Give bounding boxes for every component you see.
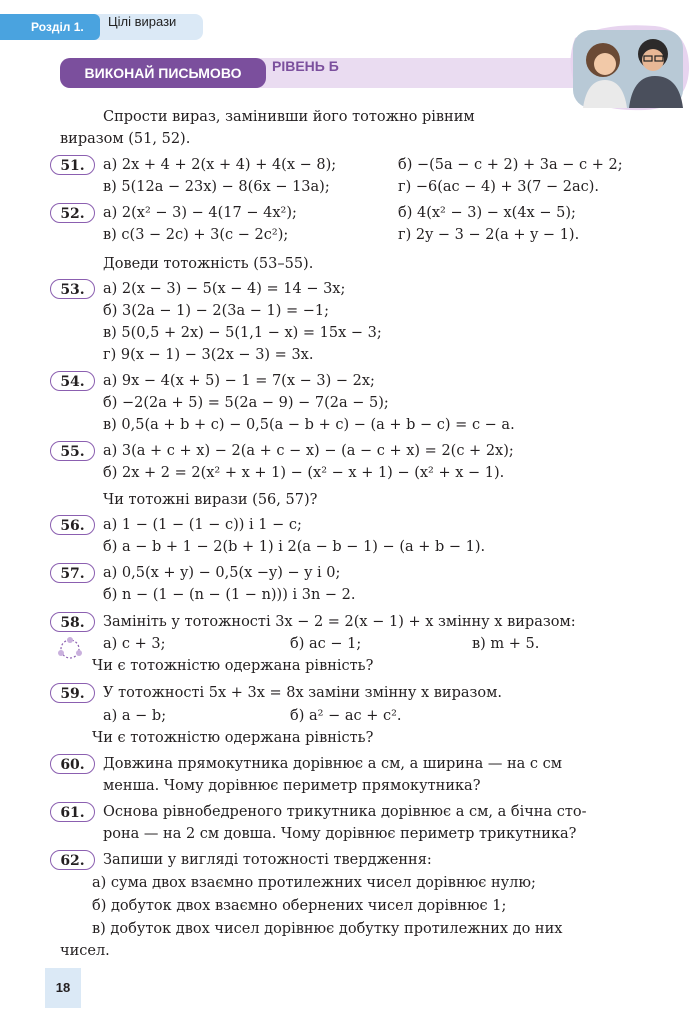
task-62-b: б) добуток двох взаємно обернених чисел дорівнює 1;: [92, 898, 507, 914]
page-number: 18: [45, 968, 81, 1008]
task-62-c: в) добуток двох чисел дорівнює добутку протилежних до них: [92, 921, 563, 937]
task-59-text: У тотожності 5x + 3x = 8x заміни змінну x виразом.: [103, 685, 503, 701]
task-number: 61.: [50, 802, 95, 822]
section-label: Розділ 1.: [0, 14, 100, 40]
intro-line-2: виразом (51, 52).: [60, 131, 191, 147]
task-52-c: в) c(3 − 2c) + 3(c − 2c²);: [103, 227, 289, 243]
task-62-a: а) сума двох взаємно протилежних чисел дорівнює нулю;: [92, 875, 536, 891]
group-work-icon: [56, 636, 84, 662]
task-number: 58.: [50, 612, 95, 632]
task-58-question: Чи є тотожністю одержана рівність?: [92, 658, 374, 674]
task-62-c-cont: чисел.: [60, 943, 110, 959]
intro-line-1: Спрости вираз, замінивши його тотожно рівним: [103, 109, 475, 125]
task-51-c: в) 5(12a − 23x) − 8(6x − 13a);: [103, 179, 330, 195]
task-58-a: а) c + 3;: [103, 636, 166, 652]
task-59-question: Чи є тотожністю одержана рівність?: [92, 730, 374, 746]
task-51-b: б) −(5a − c + 2) + 3a − c + 2;: [398, 157, 623, 173]
task-number: 59.: [50, 683, 95, 703]
task-58-b: б) ac − 1;: [290, 636, 362, 652]
task-54-c: в) 0,5(a + b + c) − 0,5(a − b + c) − (a + b − c) = c − a.: [103, 417, 515, 433]
intro-53-55: Доведи тотожність (53–55).: [103, 256, 314, 272]
task-53-d: г) 9(x − 1) − 3(2x − 3) = 3x.: [103, 347, 314, 363]
task-53-c: в) 5(0,5 + 2x) − 5(1,1 − x) = 15x − 3;: [103, 325, 382, 341]
task-number: 54.: [50, 371, 95, 391]
students-photo: [565, 20, 692, 112]
task-58-c: в) m + 5.: [472, 636, 540, 652]
task-61-line-1: Основа рівнобедреного трикутника дорівнює a см, а бічна сто-: [103, 804, 587, 820]
task-55-b: б) 2x + 2 = 2(x² + x + 1) − (x² − x + 1) − (x² + x − 1).: [103, 465, 505, 481]
task-number: 52.: [50, 203, 95, 223]
task-52-a: а) 2(x² − 3) − 4(17 − 4x²);: [103, 205, 297, 221]
task-60-line-1: Довжина прямокутника дорівнює a см, а ширина — на c см: [103, 756, 563, 772]
task-55-a: а) 3(a + c + x) − 2(a + c − x) − (a − c + x) = 2(c + 2x);: [103, 443, 514, 459]
task-54-a: а) 9x − 4(x + 5) − 1 = 7(x − 3) − 2x;: [103, 373, 375, 389]
task-51-a: а) 2x + 4 + 2(x + 4) + 4(x − 8);: [103, 157, 337, 173]
task-59-a: а) a − b;: [103, 708, 167, 724]
task-number: 51.: [50, 155, 95, 175]
task-number: 53.: [50, 279, 95, 299]
task-56-b: б) a − b + 1 − 2(b + 1) і 2(a − b − 1) − (a + b − 1).: [103, 539, 486, 555]
task-61-line-2: рона — на 2 см довша. Чому дорівнює периметр трикутника?: [103, 826, 577, 842]
task-56-a: а) 1 − (1 − (1 − c)) і 1 − c;: [103, 517, 302, 533]
task-58-text: Замініть у тотожності 3x − 2 = 2(x − 1) + x змінну x виразом:: [103, 614, 576, 630]
task-57-b: б) n − (1 − (n − (1 − n))) і 3n − 2.: [103, 587, 356, 603]
task-number: 60.: [50, 754, 95, 774]
banner-title: ВИКОНАЙ ПИСЬМОВО: [60, 58, 266, 88]
task-53-b: б) 3(2a − 1) − 2(3a − 1) = −1;: [103, 303, 329, 319]
task-51-d: г) −6(ac − 4) + 3(7 − 2ac).: [398, 179, 600, 195]
task-57-a: а) 0,5(x + y) − 0,5(x −y) − y і 0;: [103, 565, 341, 581]
intro-56-57: Чи тотожні вирази (56, 57)?: [103, 492, 318, 508]
task-53-a: а) 2(x − 3) − 5(x − 4) = 14 − 3x;: [103, 281, 346, 297]
task-number: 55.: [50, 441, 95, 461]
task-number: 56.: [50, 515, 95, 535]
task-60-line-2: менша. Чому дорівнює периметр прямокутника?: [103, 778, 481, 794]
task-59-b: б) a² − ac + c².: [290, 708, 402, 724]
task-number: 62.: [50, 850, 95, 870]
banner-level: РІВЕНЬ Б: [272, 58, 339, 74]
task-number: 57.: [50, 563, 95, 583]
task-52-b: б) 4(x² − 3) − x(4x − 5);: [398, 205, 576, 221]
task-62-line-1: Запиши у вигляді тотожності твердження:: [103, 852, 432, 868]
task-52-d: г) 2y − 3 − 2(a + y − 1).: [398, 227, 580, 243]
task-54-b: б) −2(2a + 5) = 5(2a − 9) − 7(2a − 5);: [103, 395, 389, 411]
section-subtitle: Цілі вирази: [108, 14, 177, 29]
